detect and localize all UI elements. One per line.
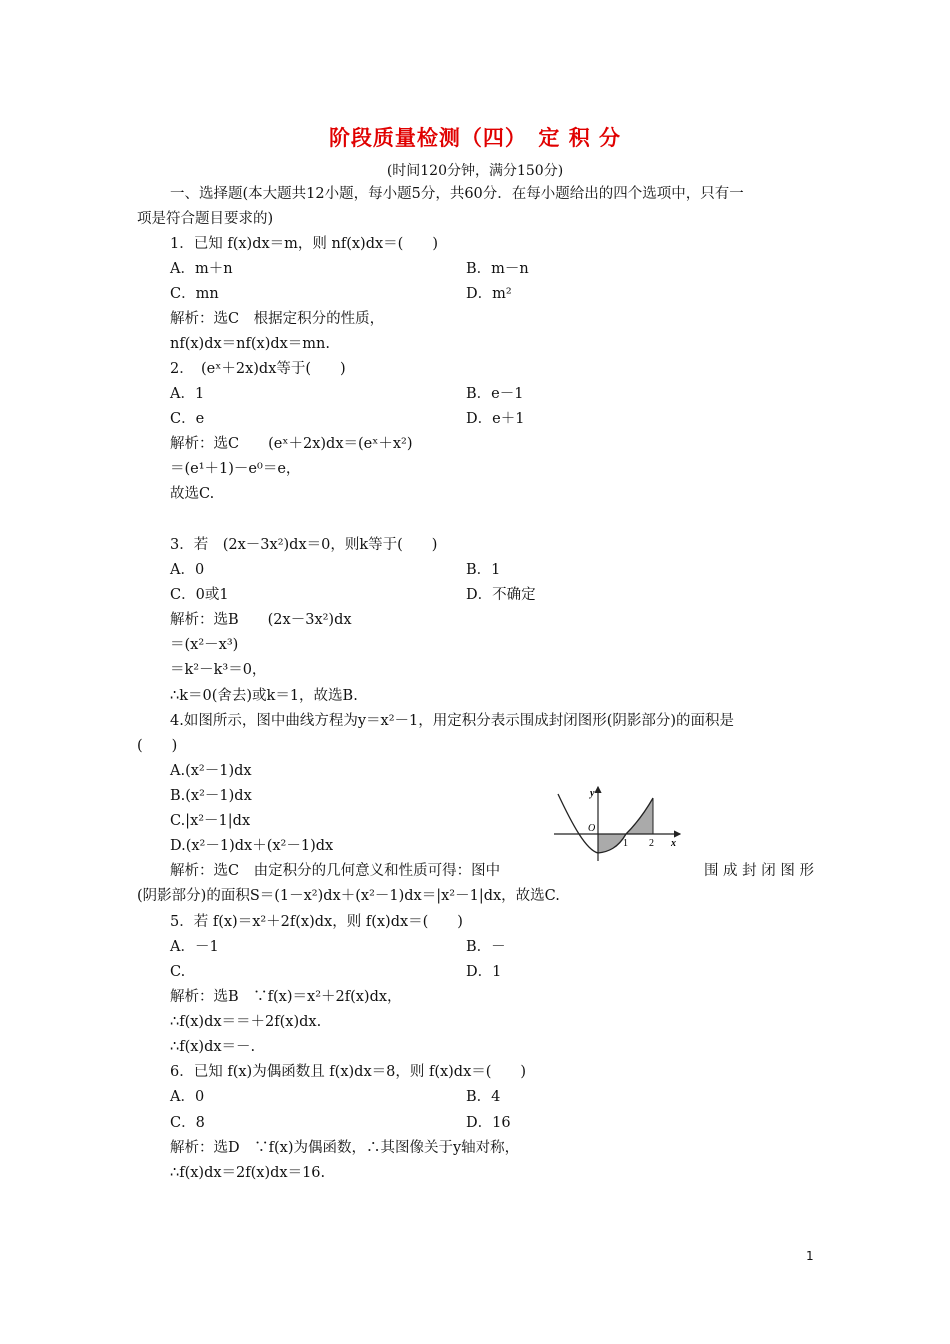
q2-stem: 2． (eˣ＋2x)dx等于( ) xyxy=(170,361,346,377)
q5-option-d: D．1 xyxy=(466,964,502,980)
q4-origin-label: O xyxy=(588,823,596,834)
section-intro-line-2: 项是符合题目要求的) xyxy=(137,211,274,227)
q4-solution-line-1-right: 围 成 封 闭 图 形 xyxy=(703,863,814,879)
page-subtitle: (时间120分钟，满分150分) xyxy=(386,163,564,179)
q5-solution-line-1: 解析：选B ∵f(x)＝x²＋2f(x)dx， xyxy=(170,989,402,1005)
q5-stem: 5．若 f(x)＝x²＋2f(x)dx，则 f(x)dx＝( ) xyxy=(170,914,463,930)
q2-option-a: A．1 xyxy=(170,386,205,402)
q4-option-b: B.(x²－1)dx xyxy=(170,788,252,804)
q4-solution-line-2: (阴影部分)的面积S＝(1－x²)dx＋(x²－1)dx＝|x²－1|dx，故选C. xyxy=(137,888,560,904)
q4-solution-line-1: 解析：选C 由定积分的几何意义和性质可得：图中 xyxy=(170,863,501,879)
q1-option-b: B．m－n xyxy=(466,261,529,277)
q4-option-c: C.|x²－1|dx xyxy=(170,813,251,829)
q4-option-d: D.(x²－1)dx＋(x²－1)dx xyxy=(170,838,334,854)
q5-solution-line-2: ∴f(x)dx＝＝＋2f(x)dx. xyxy=(170,1014,322,1030)
q2-solution-line-1: 解析：选C (eˣ＋2x)dx＝(eˣ＋x²) xyxy=(170,436,413,452)
q5-option-a: A．－1 xyxy=(170,939,219,955)
q4-tick-1: 1 xyxy=(623,838,628,849)
q6-stem: 6．已知 f(x)为偶函数且 f(x)dx＝8，则 f(x)dx＝( ) xyxy=(170,1064,527,1080)
q2-option-d: D．e＋1 xyxy=(466,411,525,427)
q1-solution-line-1: 解析：选C 根据定积分的性质， xyxy=(170,311,385,327)
q2-solution-line-3: 故选C. xyxy=(170,486,215,502)
q3-solution-line-2: ＝(x²－x³) xyxy=(170,637,239,653)
q4-option-a: A.(x²－1)dx xyxy=(170,763,252,779)
q5-option-b: B．－ xyxy=(466,939,506,955)
q2-solution-line-2: ＝(e¹＋1)－e⁰＝e， xyxy=(170,461,301,477)
q6-option-d: D．16 xyxy=(466,1115,511,1131)
q4-tick-2: 2 xyxy=(649,838,654,849)
q4-y-label: y xyxy=(590,788,595,799)
q4-figure-graph xyxy=(550,784,685,862)
q4-x-label: x xyxy=(671,838,676,849)
q1-option-d: D．m² xyxy=(466,286,512,302)
q2-option-b: B．e－1 xyxy=(466,386,524,402)
q4-stem-line-1: 4.如图所示，图中曲线方程为y＝x²－1，用定积分表示围成封闭图形(阴影部分)的面积是 xyxy=(170,713,735,729)
q3-option-c: C．0或1 xyxy=(170,587,229,603)
q6-option-b: B．4 xyxy=(466,1089,501,1105)
q6-option-c: C．8 xyxy=(170,1115,205,1131)
page-number: 1 xyxy=(806,1249,814,1263)
q3-solution-line-3: ＝k²－k³＝0， xyxy=(170,662,267,678)
q5-option-c: C. xyxy=(170,964,186,980)
q3-stem: 3．若 (2x－3x²)dx＝0，则k等于( ) xyxy=(170,537,438,553)
page-title: 阶段质量检测（四） 定 积 分 xyxy=(328,125,622,150)
q3-option-a: A．0 xyxy=(170,562,205,578)
q1-solution-line-2: nf(x)dx＝nf(x)dx＝mn. xyxy=(170,336,331,352)
section-intro-line-1: 一、选择题(本大题共12小题，每小题5分，共60分．在每小题给出的四个选项中，只有一 xyxy=(170,186,744,202)
q4-shaded-region-2 xyxy=(626,798,653,834)
q3-option-d: D．不确定 xyxy=(466,587,536,603)
q1-stem: 1．已知 f(x)dx＝m，则 nf(x)dx＝( ) xyxy=(170,236,438,252)
q3-option-b: B．1 xyxy=(466,562,501,578)
q3-solution-line-1: 解析：选B (2x－3x²)dx xyxy=(170,612,352,628)
q1-option-a: A．m＋n xyxy=(170,261,233,277)
q4-shaded-region-1 xyxy=(598,834,626,853)
q6-solution-line-2: ∴f(x)dx＝2f(x)dx＝16. xyxy=(170,1165,326,1181)
q4-stem-line-2: ( ) xyxy=(137,738,178,754)
q5-solution-line-3: ∴f(x)dx＝－. xyxy=(170,1039,256,1055)
q3-solution-line-4: ∴k＝0(舍去)或k＝1，故选B. xyxy=(170,688,358,704)
q1-option-c: C．mn xyxy=(170,286,219,302)
q2-option-c: C．e xyxy=(170,411,205,427)
q6-solution-line-1: 解析：选D ∵f(x)为偶函数，∴其图像关于y轴对称， xyxy=(170,1140,520,1156)
q6-option-a: A．0 xyxy=(170,1089,205,1105)
